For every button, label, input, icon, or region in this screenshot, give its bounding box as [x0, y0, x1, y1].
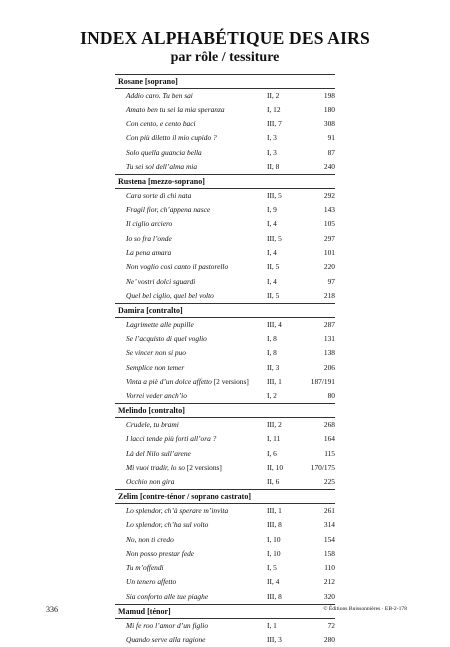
aria-page-number: 131	[323, 333, 335, 343]
aria-title-text: Con più diletto il mio cupido ?	[126, 133, 217, 143]
aria-act-scene: I, 11	[267, 434, 281, 444]
aria-act-scene: I, 8	[267, 348, 277, 358]
footer-credit: © Éditions Buissonnières · EB-2-178	[323, 606, 407, 612]
aria-act-scene: I, 5	[267, 563, 277, 573]
aria-page-number: 154	[323, 534, 335, 544]
aria-page-number: 72	[327, 620, 335, 630]
aria-title	[126, 575, 176, 589]
aria-title-text: Quando serve alla ragione	[126, 634, 206, 644]
aria-act-scene: II, 5	[267, 290, 280, 300]
aria-page-number: 308	[323, 119, 335, 129]
aria-title-text: Io so fra l’onde	[126, 233, 172, 243]
aria-act-scene: I, 9	[267, 205, 277, 215]
aria-title	[126, 518, 208, 532]
aria-page-number: 110	[324, 563, 335, 573]
aria-title-text: Il ciglio arciero	[126, 219, 173, 229]
aria-row	[115, 418, 335, 432]
aria-title-text: Mi vuoi tradir, lo so	[126, 462, 185, 472]
aria-page-number: 206	[323, 362, 335, 372]
aria-title-text: Occhio non gira	[126, 477, 175, 487]
aria-row	[115, 575, 335, 589]
aria-act-scene: III, 1	[267, 505, 282, 515]
aria-page-number: 314	[323, 520, 335, 530]
aria-row	[115, 203, 335, 217]
aria-row	[115, 131, 335, 145]
aria-title	[126, 432, 216, 446]
aria-page-number: 158	[323, 548, 335, 558]
aria-row	[115, 332, 335, 346]
aria-title-text: Vorrei veder anch’io	[126, 391, 187, 401]
aria-page-number: 198	[323, 90, 335, 100]
aria-row	[115, 232, 335, 246]
aria-title-text: Se vincer non si puo	[126, 348, 186, 358]
aria-row	[115, 103, 335, 117]
aria-page-number: 97	[327, 276, 335, 286]
aria-act-scene: III, 5	[267, 233, 282, 243]
aria-row	[115, 518, 335, 532]
aria-page-number: 187/191	[310, 376, 335, 386]
aria-act-scene: III, 7	[267, 119, 282, 129]
aria-row	[115, 375, 335, 389]
aria-page-number: 170/175	[310, 462, 335, 472]
role-heading: Damira [contralto]	[115, 303, 335, 318]
aria-row	[115, 146, 335, 160]
aria-act-scene: I, 12	[267, 104, 281, 114]
aria-title	[126, 318, 194, 332]
aria-title	[126, 633, 205, 647]
aria-page-number: 143	[323, 205, 335, 215]
aria-page-number: 101	[323, 247, 335, 257]
aria-title	[126, 461, 222, 475]
aria-row	[115, 361, 335, 375]
aria-act-scene: III, 8	[267, 591, 282, 601]
aria-row	[115, 619, 335, 633]
aria-page-number: 287	[323, 319, 335, 329]
aria-title	[126, 375, 249, 389]
aria-act-scene: III, 1	[267, 376, 282, 386]
aria-row	[115, 89, 335, 103]
aria-title	[126, 547, 194, 561]
aria-row	[115, 346, 335, 360]
aria-title	[126, 232, 172, 246]
aria-act-scene: II, 4	[267, 577, 280, 587]
aria-title-text: Tu m’offendi	[126, 563, 164, 573]
aria-title-text: Con cento, e cento baci	[126, 119, 196, 129]
aria-title	[126, 346, 186, 360]
aria-title-text: Mi fe roo l’amor d’un figlio	[126, 620, 209, 630]
aria-page-number: 292	[323, 190, 335, 200]
aria-page-number: 80	[327, 391, 335, 401]
aria-title	[126, 561, 164, 575]
aria-version-note: [2 versions]	[211, 376, 249, 386]
aria-act-scene: II, 2	[267, 90, 280, 100]
aria-row	[115, 461, 335, 475]
aria-title-text: Tu sei sol dell’alma mia	[126, 161, 198, 171]
aria-title-text: Là del Nilo sull’arene	[126, 448, 191, 458]
aria-title-text: Quel bel ciglio, quel bel volto	[126, 290, 214, 300]
aria-page-number: 320	[323, 591, 335, 601]
aria-title-text: Amato ben tu sei la mia speranza	[126, 104, 225, 114]
aria-act-scene: I, 2	[267, 391, 277, 401]
aria-act-scene: I, 3	[267, 133, 277, 143]
role-section	[115, 489, 335, 604]
aria-title	[126, 217, 172, 231]
page-title: INDEX ALPHABÉTIQUE DES AIRS	[80, 28, 370, 48]
aria-row	[115, 547, 335, 561]
aria-act-scene: II, 5	[267, 262, 280, 272]
aria-title-text: No, non ti credo	[126, 534, 174, 544]
role-heading: Rosane [soprano]	[115, 74, 335, 89]
aria-title	[126, 289, 214, 303]
aria-act-scene: I, 4	[267, 247, 277, 257]
aria-act-scene: II, 10	[267, 462, 284, 472]
aria-page-number: 240	[323, 161, 335, 171]
role-heading: Rustena [mezzo-soprano]	[115, 174, 335, 189]
role-section	[115, 303, 335, 403]
aria-act-scene: I, 8	[267, 333, 277, 343]
aria-row	[115, 633, 335, 647]
aria-page-number: 261	[323, 505, 335, 515]
aria-title	[126, 418, 179, 432]
aria-act-scene: I, 10	[267, 534, 281, 544]
aria-act-scene: III, 3	[267, 634, 282, 644]
aria-title-text: Vinta a piè d’un dolce affetto	[126, 376, 212, 386]
aria-title	[126, 619, 208, 633]
aria-title	[126, 533, 174, 547]
aria-row	[115, 447, 335, 461]
aria-act-scene: I, 6	[267, 448, 277, 458]
aria-page-number: 180	[323, 104, 335, 114]
role-section	[115, 174, 335, 303]
aria-title	[126, 590, 208, 604]
aria-row	[115, 561, 335, 575]
aria-title	[126, 203, 210, 217]
aria-index	[115, 74, 335, 647]
aria-page-number: 138	[323, 348, 335, 358]
aria-page-number: 105	[323, 219, 335, 229]
role-heading: Melindo [contralto]	[115, 403, 335, 418]
aria-title	[126, 103, 225, 117]
aria-row	[115, 160, 335, 174]
aria-title	[126, 332, 207, 346]
aria-title-text: Non posso prestar fede	[126, 548, 195, 558]
aria-act-scene: I, 4	[267, 219, 277, 229]
role-heading: Mamud [ténor]	[115, 604, 335, 619]
role-section	[115, 74, 335, 174]
aria-title-text: Se l’acquisto di quel voglio	[126, 333, 207, 343]
aria-row	[115, 246, 335, 260]
aria-version-note: [2 versions]	[184, 462, 222, 472]
aria-act-scene: II, 8	[267, 161, 280, 171]
aria-row	[115, 117, 335, 131]
aria-title	[126, 260, 228, 274]
aria-row	[115, 504, 335, 518]
aria-row	[115, 189, 335, 203]
role-section	[115, 604, 335, 647]
aria-title-text: Cara sorte di chi nata	[126, 190, 192, 200]
aria-page-number: 225	[323, 477, 335, 487]
aria-act-scene: I, 10	[267, 548, 281, 558]
aria-row	[115, 275, 335, 289]
aria-title	[126, 275, 195, 289]
aria-page-number: 212	[323, 577, 335, 587]
aria-page-number: 268	[323, 419, 335, 429]
aria-title	[126, 246, 171, 260]
aria-title-text: Un tenero affetto	[126, 577, 177, 587]
aria-title-text: Solo quella guancia bella	[126, 147, 202, 157]
aria-title	[126, 160, 197, 174]
aria-act-scene: III, 5	[267, 190, 282, 200]
aria-title	[126, 189, 191, 203]
aria-row	[115, 260, 335, 274]
aria-title-text: Addio caro. Tu ben sai	[126, 90, 193, 100]
aria-page-number: 220	[323, 262, 335, 272]
aria-act-scene: I, 4	[267, 276, 277, 286]
aria-title-text: Non voglio cosi canto il pastorello	[126, 262, 229, 272]
aria-page-number: 91	[327, 133, 335, 143]
aria-act-scene: III, 4	[267, 319, 282, 329]
aria-row	[115, 217, 335, 231]
aria-row	[115, 590, 335, 604]
page-number: 336	[46, 605, 58, 614]
aria-title	[126, 504, 228, 518]
aria-row	[115, 389, 335, 403]
aria-page-number: 218	[323, 290, 335, 300]
aria-page-number: 280	[323, 634, 335, 644]
aria-title	[126, 475, 174, 489]
aria-title-text: Semplice non temer	[126, 362, 185, 372]
aria-title-text: Fragil fior, ch’appena nasce	[126, 205, 211, 215]
aria-row	[115, 318, 335, 332]
aria-title-text: Crudele, tu brami	[126, 419, 179, 429]
role-heading: Zelim [contre-ténor / soprano castrato]	[115, 489, 335, 504]
aria-title-text: Sia conforto alle tue piaghe	[126, 591, 209, 601]
aria-row	[115, 432, 335, 446]
aria-title	[126, 389, 187, 403]
aria-act-scene: II, 3	[267, 362, 280, 372]
aria-title-text: La pena amara	[126, 247, 172, 257]
aria-page-number: 164	[323, 434, 335, 444]
aria-title-text: Lo splendor, ch’à sperare m’invita	[126, 505, 229, 515]
aria-act-scene: III, 2	[267, 419, 282, 429]
aria-title	[126, 117, 196, 131]
aria-page-number: 115	[324, 448, 335, 458]
aria-title	[126, 146, 202, 160]
aria-title	[126, 131, 217, 145]
aria-title	[126, 361, 184, 375]
aria-title-text: Lo splendor, ch’ha sul volto	[126, 520, 209, 530]
aria-row	[115, 289, 335, 303]
aria-act-scene: III, 8	[267, 520, 282, 530]
role-section	[115, 403, 335, 489]
aria-title	[126, 89, 193, 103]
aria-row	[115, 533, 335, 547]
aria-row	[115, 475, 335, 489]
aria-page-number: 297	[323, 233, 335, 243]
aria-page-number: 87	[327, 147, 335, 157]
aria-title-text: Ne’ vostri dolci sguardi	[126, 276, 196, 286]
aria-title-text: I lacci tende più forti all’ora ?	[126, 434, 217, 444]
aria-title	[126, 447, 191, 461]
aria-act-scene: I, 1	[267, 620, 277, 630]
aria-act-scene: II, 6	[267, 477, 280, 487]
page-subtitle: par rôle / tessiture	[170, 50, 280, 65]
aria-act-scene: I, 3	[267, 147, 277, 157]
aria-title-text: Lagrimette alle pupille	[126, 319, 194, 329]
